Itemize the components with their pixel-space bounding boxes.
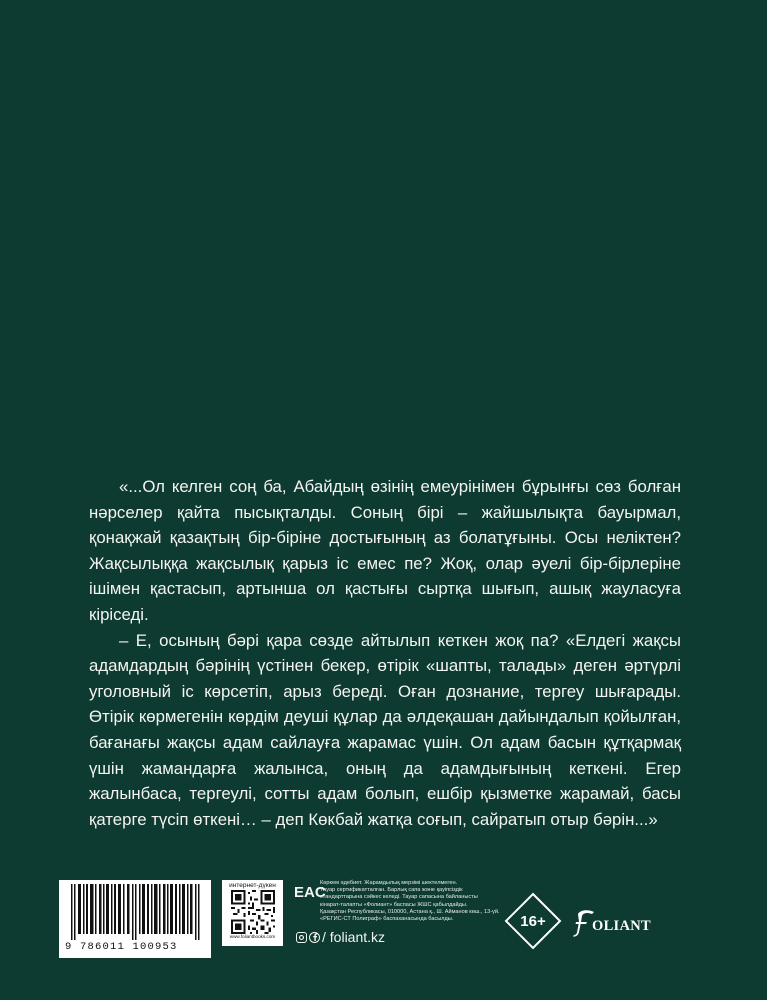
isbn-number: 9 786011 100953	[65, 941, 178, 953]
svg-text:EAC: EAC	[294, 884, 326, 901]
certification-text	[320, 880, 504, 923]
isbn-barcode	[59, 880, 211, 958]
cert-line: Көркем әдебиет. Жарамдылық мерзімі шектелмеген.	[320, 880, 458, 886]
barcode-bars	[65, 884, 205, 940]
cert-line: Қазақстан Республикасы, 010000, Астана қ., Ш. Айманов көш., 13-үй.	[320, 908, 500, 915]
qr-code-block[interactable]	[222, 880, 283, 946]
cert-line: кінарат-талапты «Фолиант» баспасы ЖШС қабылдайды.	[320, 901, 468, 908]
excerpt-paragraph-2: – Е, осының бәрі қара сөзде айтылып кеткен жоқ па? «Елдегі жақсы адамдардың бәрінің үстінен бекер, өтірік «шапты, талады» деген әртүрлі уголовный іс көрсетіп, арыз береді. Оған дознание, тергеу шығарады. Өтірік көрмегенін көрдім деуші құлар да әлдеқашан дайындалып қойылған, бағанағы жақсы адам сайлауға жарамас үшін. Ол адам басын құтқармақ үшін жамандарға жалынса, оның да адамдығының кеткені. Егер жалынбаса, тергеулі, сотты адам болып, ешбір қызметке жарамай, басы қатерге түсіп өткені… – деп Көкбай жатқа соғып, сайратып отыр бәрін...»	[89, 630, 681, 829]
cert-line: стандарттарына сәйкес келеді. Тауар сапасына байланысты	[320, 894, 478, 901]
cert-line: «РЕГИС-СТ Полиграф» баспаханасында басылды.	[320, 916, 454, 923]
excerpt-paragraph-1: «...Ол келген соң ба, Абайдың өзінің емеурінімен бұрынғы сөз болған нәрселер қайта пысықталды. Соның бірі – жайшылықта бауырмал, қонақжай қазақтың бір-біріне достығының аз болатұғыны. Осы неліктен? Жақсылыққа жақсылық қарыз іс емес пе? Жоқ, олар әуелі бір-бірлеріне ішімен қастасып, артынша ол қастығы сыртқа шығып, ашық жауласуға кіріседі.	[89, 477, 681, 624]
social-handle[interactable]: / foliant.kz	[322, 929, 386, 945]
eac-mark-icon	[294, 883, 326, 901]
cert-line: Тауар сертификатталған. Барлық сапа және қауіпсіздік	[320, 887, 463, 894]
facebook-icon[interactable]	[309, 932, 320, 943]
qr-site-url[interactable]: www.foliantbooks.com	[229, 934, 276, 939]
qr-code-icon	[231, 890, 275, 934]
instagram-icon[interactable]	[296, 932, 307, 943]
publisher-name: OLIANT	[592, 917, 652, 934]
excerpt-text	[89, 474, 681, 832]
publisher-logo	[572, 905, 651, 941]
qr-label: интернет-дүкен	[229, 882, 276, 889]
social-links[interactable]	[296, 929, 385, 945]
age-rating: 16+	[520, 912, 546, 930]
